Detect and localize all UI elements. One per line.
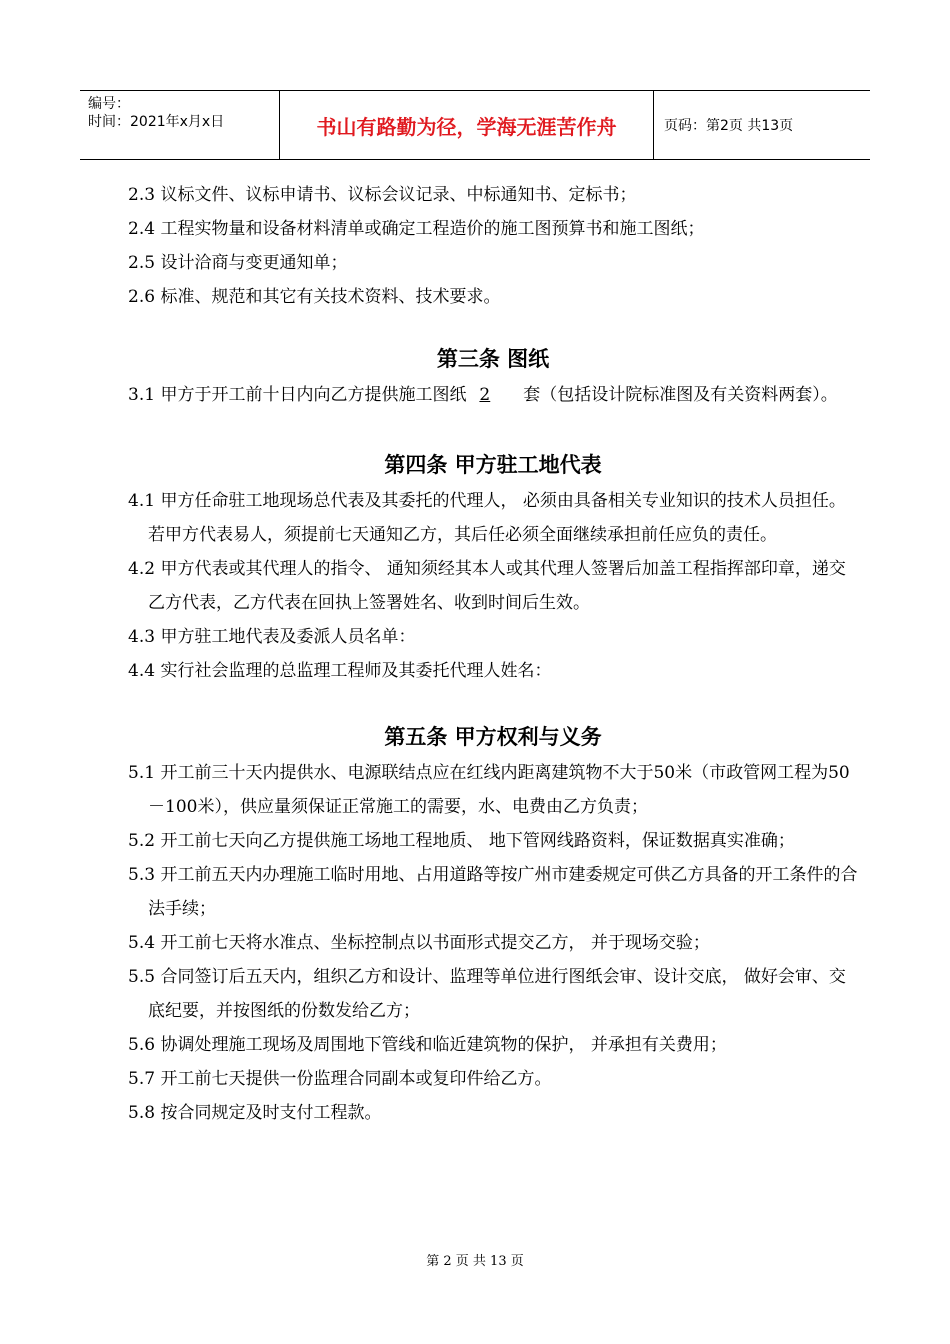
clause-2-3: 2.3 议标文件、议标申请书、议标会议记录、中标通知书、定标书； — [128, 185, 637, 205]
clause-3-1-suffix: 套（包括设计院标准图及有关资料两套）。 — [517, 385, 838, 405]
page-header — [80, 90, 870, 160]
clause-2-4: 2.4 工程实物量和设备材料清单或确定工程造价的施工图预算书和施工图纸； — [128, 219, 705, 239]
section-3-title: 第三条 图纸 — [436, 347, 550, 371]
section-4-list — [128, 484, 858, 688]
clause-4-3: 4.3 甲方驻工地代表及委派人员名单： — [128, 627, 416, 647]
header-motto: 书山有路勤为径，学海无涯苦作舟 — [280, 91, 654, 159]
header-meta — [80, 91, 280, 159]
document-time: 时间：2021年x月x日 — [88, 114, 225, 130]
clause-5-3: 5.3 开工前五天内办理施工临时用地、占用道路等按广州市建委规定可供乙方具备的开工条件的合法手续； — [128, 865, 858, 919]
drawing-set-count: 2 — [479, 385, 491, 405]
clause-5-7: 5.7 开工前七天提供一份监理合同副本或复印件给乙方。 — [128, 1069, 552, 1089]
section-4-title: 第四条 甲方驻工地代表 — [384, 453, 602, 477]
clause-4-1: 4.1 甲方任命驻工地现场总代表及其委托的代理人， 必须由具备相关专业知识的技术人员担任。若甲方代表易人，须提前七天通知乙方，其后任必须全面继续承担前任应负的责任。 — [128, 491, 846, 545]
clause-5-4: 5.4 开工前七天将水准点、坐标控制点以书面形式提交乙方， 并于现场交验； — [128, 933, 710, 953]
clause-5-5: 5.5 合同签订后五天内，组织乙方和设计、监理等单位进行图纸会审、设计交底， 做好会审、交底纪要，并按图纸的份数发给乙方； — [128, 967, 846, 1021]
document-body — [128, 178, 858, 1130]
page-footer: 第 2 页 共 13 页 — [426, 1254, 524, 1269]
clause-2-5: 2.5 设计洽商与变更通知单； — [128, 253, 348, 273]
clause-3-1 — [128, 378, 858, 412]
clause-5-8: 5.8 按合同规定及时支付工程款。 — [128, 1103, 382, 1123]
clause-3-1-prefix: 3.1 甲方于开工前十日内向乙方提供施工图纸 — [128, 385, 472, 405]
document-number-label: 编号： — [88, 96, 130, 112]
header-page-info: 页码：第2页 共13页 — [664, 118, 794, 134]
clause-2-6: 2.6 标准、规范和其它有关技术资料、技术要求。 — [128, 287, 501, 307]
clause-5-6: 5.6 协调处理施工现场及周围地下管线和临近建筑物的保护， 并承担有关费用； — [128, 1035, 727, 1055]
section-2-list — [128, 178, 858, 314]
clause-5-2: 5.2 开工前七天向乙方提供施工场地工程地质、 地下管网线路资料，保证数据真实准确； — [128, 831, 795, 851]
clause-4-2: 4.2 甲方代表或其代理人的指令、 通知须经其本人或其代理人签署后加盖工程指挥部印章，递交乙方代表，乙方代表在回执上签署姓名、收到时间后生效。 — [128, 559, 846, 613]
section-5-list — [128, 756, 858, 1130]
clause-4-4: 4.4 实行社会监理的总监理工程师及其委托代理人姓名： — [128, 661, 552, 681]
clause-5-1: 5.1 开工前三十天内提供水、电源联结点应在红线内距离建筑物不大于50米（市政管网工程为50－100米），供应量须保证正常施工的需要，水、电费由乙方负责； — [128, 763, 850, 817]
section-5-title: 第五条 甲方权利与义务 — [384, 725, 602, 749]
